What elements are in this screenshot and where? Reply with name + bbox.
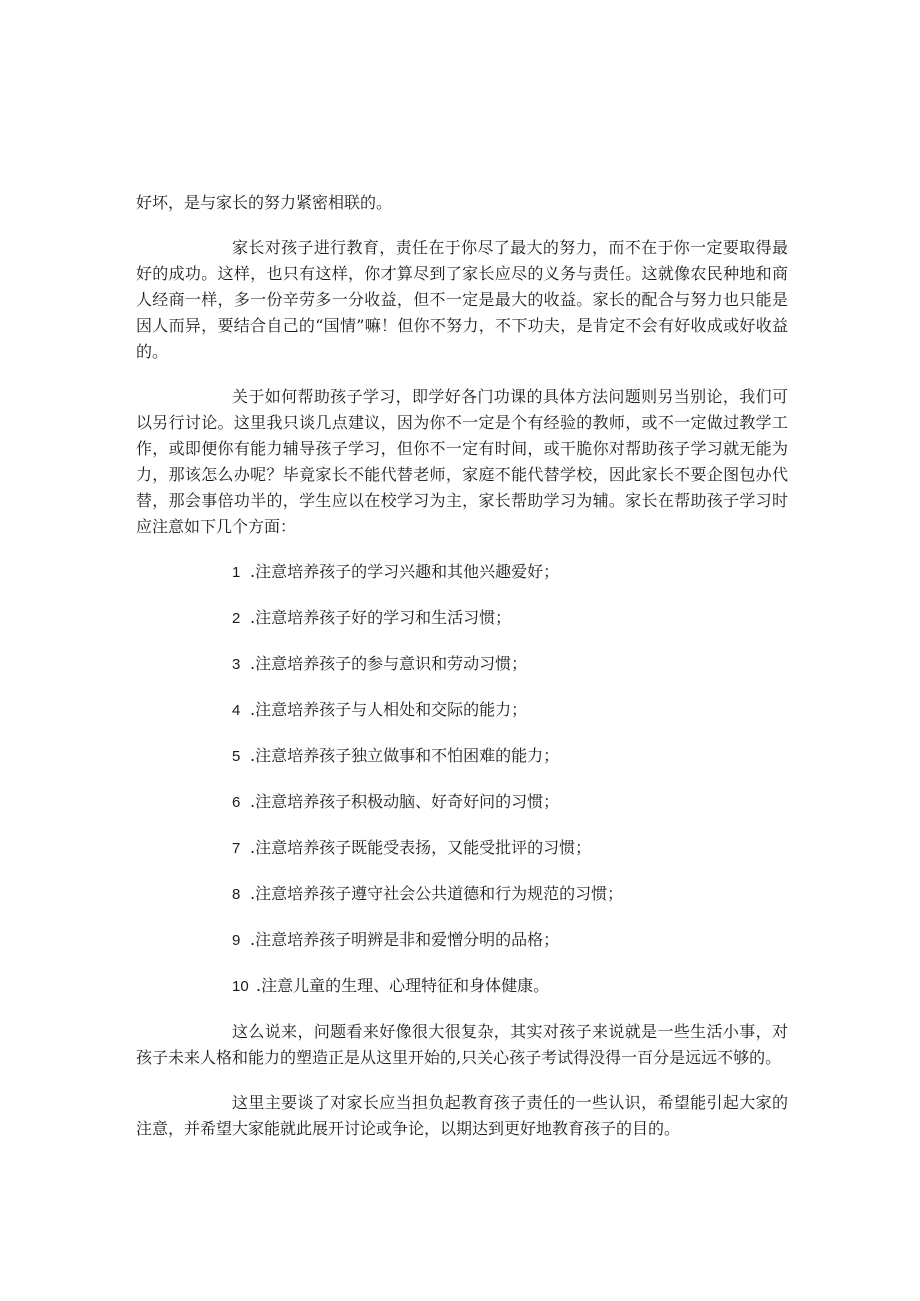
list-number: 9 [232,932,241,949]
list-text: .注意培养孩子明辨是非和爱憎分明的品格； [250,930,560,949]
paragraph-conclusion: 这里主要谈了对家长应当担负起教育孩子责任的一些认识，希望能引起大家的注意，并希望大家能就此展开讨论或争论，以期达到更好地教育孩子的目的。 [136,1093,788,1138]
list-item [232,835,788,861]
paragraph-parent-responsibility: 家长对孩子进行教育，责任在于你尽了最大的努力，而不在于你一定要取得最好的成功。这样，也只有这样，你才算尽到了家长应尽的义务与责任。这就像农民种地和商人经商一样，多一份辛劳多一分收益，但不一定是最大的收益。家长的配合与努力也只能是因人而异，要结合自己的“国情”嘛！但你不努力，不下功夫，是肯定不会有好收成或好收益的。 [136,238,788,361]
list-number: 6 [232,794,241,811]
document-body [136,190,788,1161]
list-number: 10 [232,978,249,995]
list-text: .注意培养孩子既能受表扬，又能受批评的习惯； [250,838,592,857]
paragraph-helping-study: 关于如何帮助孩子学习，即学好各门功课的具体方法问题则另当别论，我们可以另行讨论。这里我只谈几点建议，因为你不一定是个有经验的教师，或不一定做过教学工作，或即便你有能力辅导孩子学习，但你不一定有时间，或干脆你对帮助孩子学习就无能为力，那该怎么办呢？毕竟家长不能代替老师，家庭不能代替学校，因此家长不要企图包办代替，那会事倍功半的，学生应以在校学习为主，家长帮助学习为辅。家长在帮助孩子学习时应注意如下几个方面： [136,387,788,536]
list-number: 1 [232,564,241,581]
list-item [232,927,788,953]
list-number: 2 [232,610,241,627]
list-item [232,973,788,999]
list-text: .注意培养孩子的学习兴趣和其他兴趣爱好； [250,562,560,581]
list-item [232,789,788,815]
list-text: .注意培养孩子好的学习和生活习惯； [250,608,512,627]
list-number: 5 [232,748,241,765]
list-item [232,651,788,677]
list-item [232,743,788,769]
list-item [232,605,788,631]
list-text: .注意培养孩子的参与意识和劳动习惯； [250,654,528,673]
advice-list [136,559,788,999]
list-text: .注意培养孩子与人相处和交际的能力； [250,700,528,719]
paragraph-summary: 这么说来，问题看来好像很大很复杂，其实对孩子来说就是一些生活小事，对孩子未来人格和能力的塑造正是从这里开始的,只关心孩子考试得没得一百分是远远不够的。 [136,1022,788,1067]
list-item [232,881,788,907]
list-text: .注意儿童的生理、心理特征和身体健康。 [256,976,550,995]
list-number: 4 [232,702,241,719]
list-number: 3 [232,656,241,673]
paragraph-continuation: 好坏，是与家长的努力紧密相联的。 [136,193,393,212]
list-number: 8 [232,886,241,903]
list-text: .注意培养孩子积极动脑、好奇好问的习惯； [250,792,560,811]
list-text: .注意培养孩子遵守社会公共道德和行为规范的习惯； [250,884,624,903]
list-number: 7 [232,840,241,857]
list-text: .注意培养孩子独立做事和不怕困难的能力； [250,746,560,765]
list-item [232,559,788,585]
list-item [232,697,788,723]
